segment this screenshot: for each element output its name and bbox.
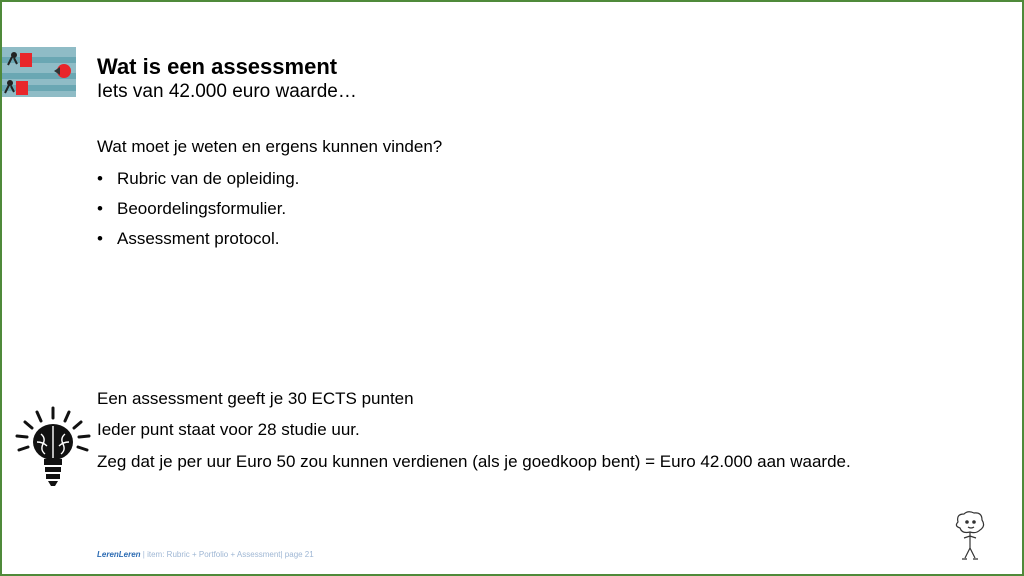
bullet-marker: • xyxy=(97,229,103,248)
list-item: • Assessment protocol. xyxy=(97,229,280,248)
list-item: • Rubric van de opleiding. xyxy=(97,169,300,188)
bullet-marker: • xyxy=(97,199,103,218)
footer-brand: LerenLeren xyxy=(97,550,141,559)
fact-text: Ieder punt staat voor 28 studie uur. xyxy=(97,420,360,439)
doodle-figure-icon xyxy=(952,510,988,562)
question-text: Wat moet je weten en ergens kunnen vinden? xyxy=(97,137,443,156)
bullet-marker: • xyxy=(97,169,103,188)
slide-subtitle: Iets van 42.000 euro waarde… xyxy=(97,81,357,102)
brain-lightbulb-icon xyxy=(15,406,91,488)
bullet-list xyxy=(97,168,299,258)
slide-title: Wat is een assessment xyxy=(97,54,338,79)
footer-text: | item: Rubric + Portfolio + Assessment| page 21 xyxy=(140,550,314,559)
assessment-logo-icon xyxy=(2,47,76,97)
fact-text: Een assessment geeft je 30 ECTS punten xyxy=(97,389,414,408)
fact-text: Zeg dat je per uur Euro 50 zou kunnen verdienen (als je goedkoop bent) = Euro 42.000 aan waarde. xyxy=(97,452,851,471)
list-item: • Beoordelingsformulier. xyxy=(97,199,287,218)
footer xyxy=(97,550,314,559)
